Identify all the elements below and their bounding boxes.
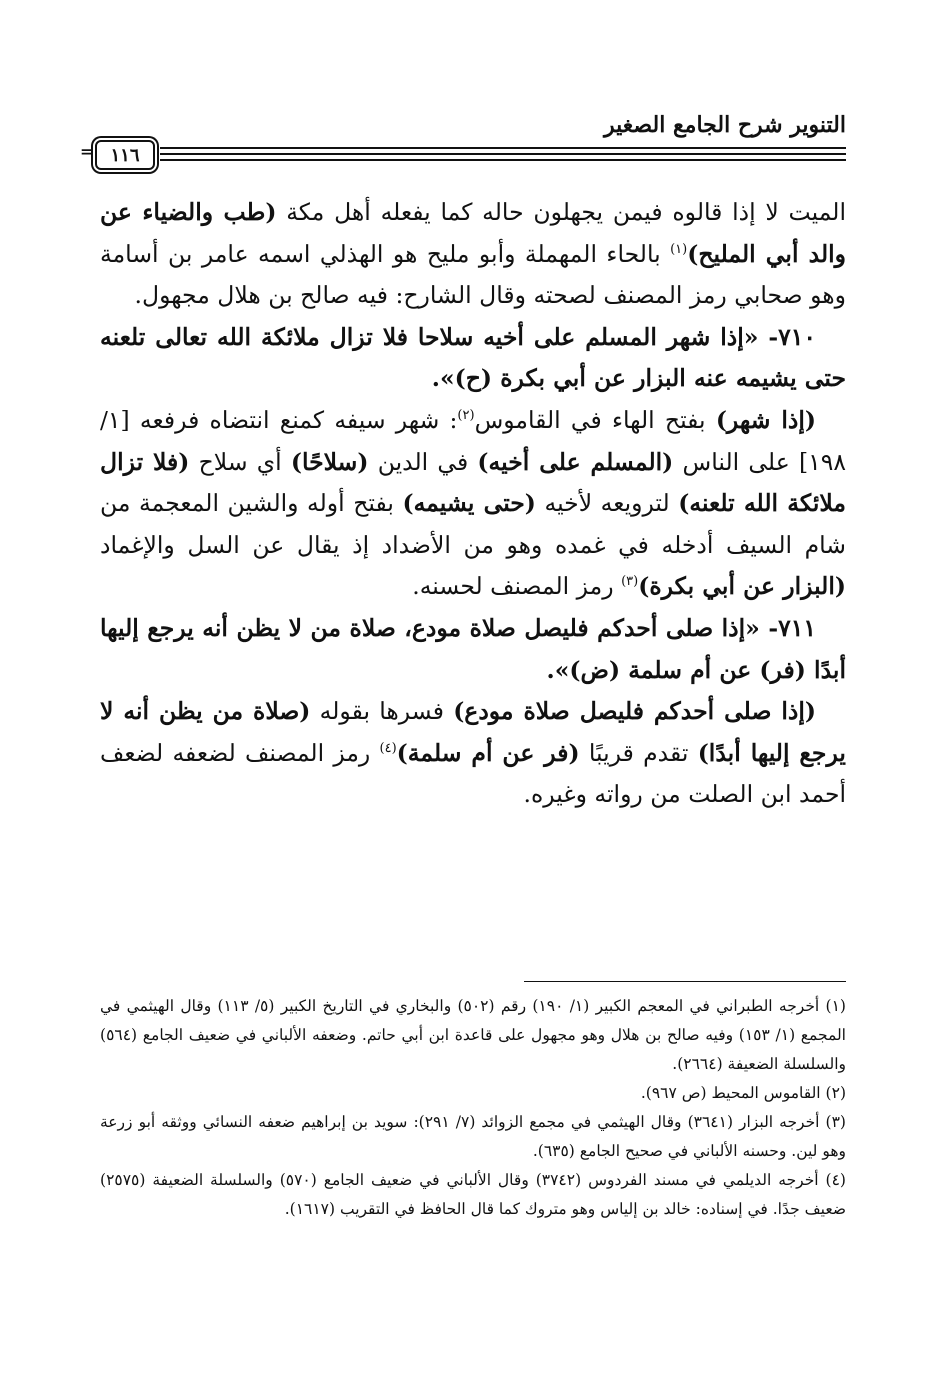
footnote: [100, 1166, 846, 1224]
paragraph: [100, 400, 846, 608]
header-ornament: =: [80, 142, 94, 161]
text-run: فسرها بقوله: [319, 697, 444, 726]
quoted-phrase: (حتى يشيمه): [402, 489, 536, 518]
quoted-phrase: (سلاحًا): [290, 447, 369, 476]
footnote-text: القاموس المحيط (ص ٩٦٧).: [640, 1084, 821, 1102]
text-run: رمز المصنف لحسنه.: [412, 572, 614, 601]
text-run: لترويعه لأخيه: [544, 489, 670, 518]
source-ref: (فر عن أم سلمة): [396, 738, 580, 767]
footnote-marker: (٤): [379, 740, 397, 756]
hadith-number: ٧١٠-: [768, 322, 816, 351]
source-ref: (طب والضياء عن والد أبي المليح): [100, 198, 846, 268]
hadith-710: [100, 317, 846, 400]
header-rule: [160, 159, 846, 161]
footnote: [100, 1079, 846, 1108]
paragraph: [100, 192, 846, 317]
text-run: أي سلاح: [198, 447, 282, 476]
footnote: [100, 992, 846, 1079]
quoted-phrase: (المسلم على أخيه): [477, 447, 674, 476]
footnote-number: (١): [825, 997, 846, 1015]
quoted-phrase: (فلا تزال ملائكة الله تلعنه): [100, 447, 846, 518]
quoted-phrase: (صلاة من يظن أنه لا يرجع إليها أبدًا): [100, 697, 846, 767]
text-run: بفتح أوله والشين المعجمة من شام السيف أدخله في غمده وهو من الأضداد إذ يقال عن السل والإغماد: [100, 489, 846, 559]
text-run: بالحاء المهملة وأبو مليح هو الهذلي اسمه عامر بن أسامة وهو صحابي رمز المصنف لصحته وقال الشارح: فيه صالح بن هلال مجهول.: [100, 239, 846, 310]
main-text: [100, 192, 846, 816]
source-ref: (البزار عن أبي بكرة): [638, 572, 846, 601]
footnote-marker: (٢): [457, 408, 475, 424]
footnote-marker: (٣): [621, 574, 639, 590]
hadith-text: «إذا صلى أحدكم فليصل صلاة مودع، صلاة من لا يظن أنه يرجع إليها أبدًا (فر) عن أم سلمة (ض)».: [100, 613, 846, 684]
footnote-number: (٢): [825, 1084, 846, 1102]
running-title: التنوير شرح الجامع الصغير: [604, 112, 846, 138]
footnote: [100, 1108, 846, 1166]
text-run: رمز المصنف لضعفه لضعف أحمد ابن الصلت من رواته وغيره.: [100, 738, 846, 809]
hadith-text: «إذا شهر المسلم على أخيه سلاحا فلا تزال ملائكة الله تعالى تلعنه حتى يشيمه عنه البزار عن أبي بكرة (ح)».: [100, 322, 846, 393]
hadith-711: [100, 608, 846, 691]
quoted-phrase: (إذا صلى أحدكم فليصل صلاة مودع): [453, 697, 816, 726]
header-rule: [160, 153, 846, 155]
text-run: الميت لا إذا قالوه فيمن يجهلون حاله كما يفعله أهل مكة: [286, 198, 846, 226]
text-run: في الدين: [377, 447, 469, 476]
page-number: ١١٦: [95, 140, 155, 170]
text-run: تقدم قريبًا: [588, 738, 689, 767]
footnote-separator: [524, 981, 846, 982]
text-run: : شهر سيفه كمنع انتضاه فرفعه [١/ ١٩٨] على الناس: [100, 405, 846, 476]
text-run: بفتح الهاء في القاموس: [474, 405, 706, 434]
footnote-number: (٣): [825, 1113, 846, 1131]
footnote-number: (٤): [825, 1171, 846, 1189]
quoted-phrase: (إذا شهر): [715, 405, 816, 434]
footnote-text: أخرجه الطبراني في المعجم الكبير (١/ ١٩٠) رقم (٥٠٢) والبخاري في التاريخ الكبير (٥/ ١١٣) وقال الهيثمي في المجمع (١/ ١٥٣) وفيه صالح بن هلال وهو مجهول على قاعدة ابن أبي حاتم. وضعفه الألباني في ضعيف الجامع (٥٦٤) والسلسلة الضعيفة (٢٦٦٤).: [100, 997, 846, 1073]
hadith-number: ٧١١-: [768, 613, 816, 642]
footnote-text: أخرجه الديلمي في مسند الفردوس (٣٧٤٢) وقال الألباني في ضعيف الجامع (٥٧٠) والسلسلة الضعيفة (٢٥٧٥) ضعيف جدًا. في إسناده: خالد بن إلياس وهو متروك كما قال الحافظ في التقريب (١٦١٧).: [100, 1171, 846, 1218]
paragraph: [100, 691, 846, 816]
header-rule: [160, 147, 846, 149]
footnotes: [100, 992, 846, 1224]
footnote-text: أخرجه البزار (٣٦٤١) وقال الهيثمي في مجمع الزوائد (٧/ ٢٩١): سويد بن إبراهيم ضعفه النسائي ووثقه أبو زرعة وهو لين. وحسنه الألباني في صحيح الجامع (٦٣٥).: [100, 1113, 846, 1160]
footnote-marker: (١): [670, 241, 688, 257]
